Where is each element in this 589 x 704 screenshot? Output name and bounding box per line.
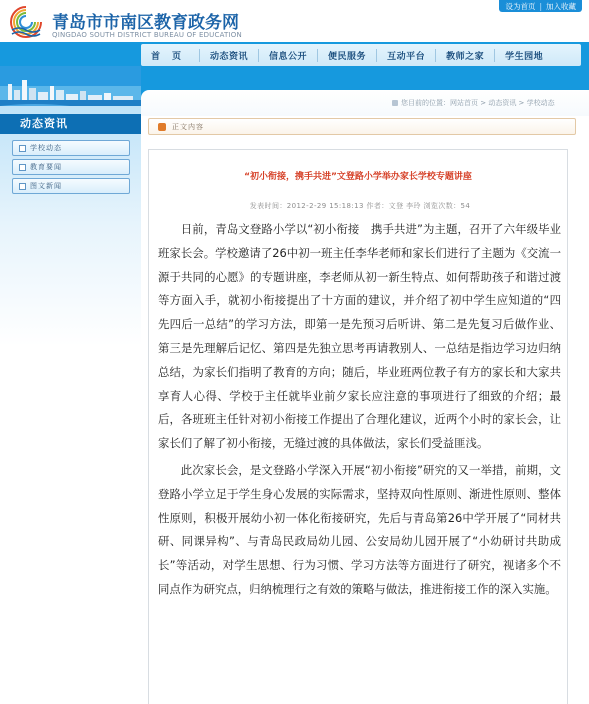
sidebar-item-education-news[interactable] [12, 159, 130, 175]
square-bullet-icon [19, 145, 26, 152]
square-bullet-icon [19, 183, 26, 190]
sidebar-item-label: 学校动态 [30, 144, 62, 152]
location-icon [392, 100, 398, 106]
breadcrumb [392, 98, 555, 108]
sidebar-item-photo-news[interactable] [12, 178, 130, 194]
add-favorite-link[interactable]: 加入收藏 [546, 1, 576, 11]
breadcrumb-text[interactable]: 您目前的位置：网站首页 > 动态资讯 > 学校动态 [401, 99, 555, 107]
site-header [0, 0, 589, 42]
sidebar-item-label: 图文新闻 [30, 182, 62, 190]
sidebar-list [12, 140, 130, 197]
nav-item-interact[interactable]: 互动平台 [377, 49, 436, 62]
top-links-divider: | [539, 1, 542, 11]
article-paragraph: 此次家长会，是文登路小学深入开展“初小衔接”研究的又一举措，前期，文登路小学立足于学生身心发展的实际需求，坚持双向性原则、渐进性原则、整体性原则，积极开展幼小初一体化衔接研究，先后与青岛第26中学开展了“同材共研、同课异构”、与青岛民政局幼儿园、公安局幼儿园开展了“小幼研讨共助成长”等活动，对学生思想、行为习惯、学习方法等方面进行了研究，视诸多个不同点作为研究点，归纳梳理行之有效的策略与做法，推进衔接工作的深入实施。 [158, 462, 561, 596]
sidebar-title: 动态资讯 [0, 114, 141, 134]
section-header [148, 118, 576, 135]
sidebar-item-label: 教育要闻 [30, 163, 62, 171]
site-subtitle: QINGDAO SOUTH DISTRICT BUREAU OF EDUCATION [52, 31, 242, 39]
article-body [158, 218, 561, 605]
nav-item-teachers[interactable]: 教师之家 [436, 49, 495, 62]
top-links [499, 0, 582, 12]
nav-item-info[interactable]: 信息公开 [259, 49, 318, 62]
site-title: 青岛市市南区教育政务网 [52, 13, 239, 33]
article-paragraph: 日前，青岛文登路小学以“初小衔接 携手共进”为主题，召开了六年级毕业班家长会。学校邀请了26中初一班主任李华老师和家长们进行了主题为《交流一源于共同的心愿》的专题讲座，李老师从初一新生特点、如何帮助孩子和谐过渡等方面入手，就初小衔接提出了十方面的建议，并介绍了初中学生应知道的“四先四后一总结”的学习方法，即第一是先预习后听讲、第二是先复习后做作业、第三是先理解后记忆、第四是先独立思考再请教别人、一总结是指边学习边归纳总结，为家长们指明了教育的方向；随后，毕业班两位教子有方的家长和大家共享育人心得、学校于主任就毕业前夕家长应注意的事项进行了细致的介绍；最后，各班班主任针对初小衔接工作提出了合理化建议，近两个小时的家长会，让家长们了解了初小衔接，无缝过渡的具体做法，家长们受益匪浅。 [158, 222, 561, 451]
section-icon [158, 123, 166, 131]
nav-item-students[interactable]: 学生园地 [505, 51, 544, 62]
nav-item-service[interactable]: 便民服务 [318, 49, 377, 62]
square-bullet-icon [19, 164, 26, 171]
sidebar-item-school-news[interactable] [12, 140, 130, 156]
site-logo-icon[interactable] [6, 4, 46, 38]
nav-item-home[interactable]: 首页 [141, 49, 200, 62]
article-meta: 发表时间：2012-2-29 15:18:13 作者：文登 李玲 浏览次数：54 [249, 202, 471, 210]
main-nav [141, 44, 581, 66]
section-label: 正文内容 [172, 123, 204, 131]
nav-item-news[interactable]: 动态资讯 [200, 49, 259, 62]
article-title: “初小衔接，携手共进”文登路小学举办家长学校专题讲座 [244, 172, 472, 182]
set-homepage-link[interactable]: 设为首页 [505, 1, 536, 11]
